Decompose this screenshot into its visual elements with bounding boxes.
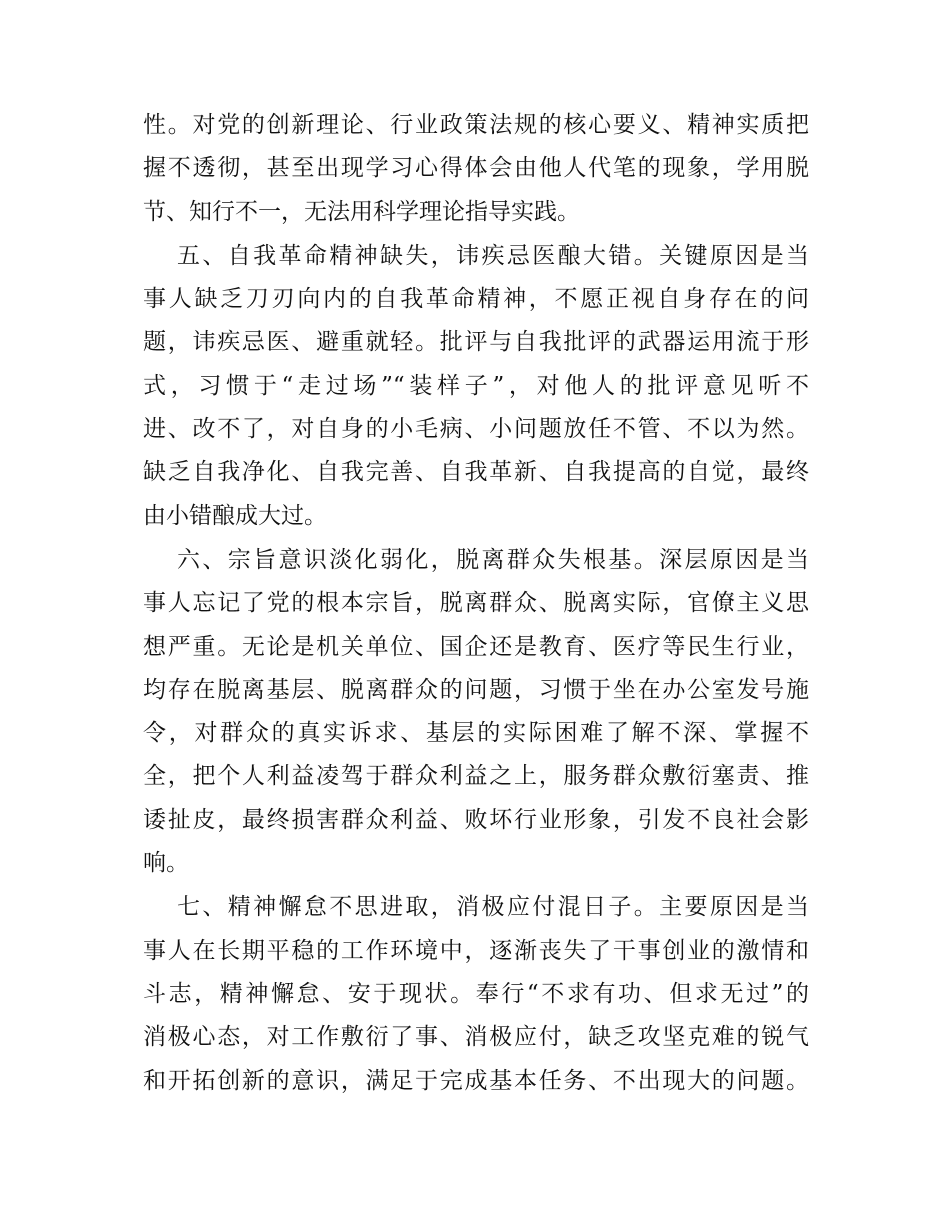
text-line: 和开拓创新的意识，满足于完成基本任务、不出现大的问题。 [143, 1067, 809, 1094]
paragraph-five [143, 235, 809, 538]
text-line: 由小错酿成大过。 [143, 502, 327, 529]
text-line: 事人缺乏刀刃向内的自我革命精神，不愿正视自身存在的问 [143, 286, 809, 313]
text-line: 七、精神懈怠不思进取，消极应付混日子。主要原因是当 [177, 894, 809, 921]
text-line: 想严重。无论是机关单位、国企还是教育、医疗等民生行业， [143, 633, 809, 660]
text-line: 事人在长期平稳的工作环境中，逐渐丧失了干事创业的激情和 [143, 937, 809, 964]
paragraph-continued [143, 104, 809, 234]
document-page [143, 104, 809, 1103]
text-line: 消极心态，对工作敷衍了事、消极应付，缺乏攻坚克难的锐气 [143, 1024, 809, 1051]
text-line: 进、改不了，对自身的小毛病、小问题放任不管、不以为然。 [143, 416, 809, 443]
text-line: 均存在脱离基层、脱离群众的问题，习惯于坐在办公室发号施 [143, 676, 809, 703]
text-line: 六、宗旨意识淡化弱化，脱离群众失根基。深层原因是当 [177, 546, 809, 573]
text-line: 节、知行不一，无法用科学理论指导实践。 [143, 198, 580, 225]
text-line: 握不透彻，甚至出现学习心得体会由他人代笔的现象，学用脱 [143, 155, 809, 182]
text-line: 令，对群众的真实诉求、基层的实际困难了解不深、掌握不 [143, 720, 809, 747]
text-line: 式，习惯于“走过场”“装样子”，对他人的批评意见听不 [143, 372, 809, 399]
text-line: 斗志，精神懈怠、安于现状。奉行“不求有功、但求无过”的 [143, 980, 809, 1007]
text-line: 题，讳疾忌医、避重就轻。批评与自我批评的武器运用流于形 [143, 329, 809, 356]
text-line: 诿扯皮，最终损害群众利益、败坏行业形象，引发不良社会影 [143, 806, 809, 833]
text-line: 事人忘记了党的根本宗旨，脱离群众、脱离实际，官僚主义思 [143, 590, 809, 617]
text-line: 响。 [143, 850, 189, 877]
paragraph-seven [143, 886, 809, 1102]
text-line: 五、自我革命精神缺失，讳疾忌医酿大错。关键原因是当 [177, 242, 809, 269]
paragraph-six [143, 539, 809, 885]
text-line: 性。对党的创新理论、行业政策法规的核心要义、精神实质把 [143, 112, 809, 138]
text-line: 全，把个人利益凌驾于群众利益之上，服务群众敷衍塞责、推 [143, 763, 809, 790]
text-line: 缺乏自我净化、自我完善、自我革新、自我提高的自觉，最终 [143, 459, 809, 486]
